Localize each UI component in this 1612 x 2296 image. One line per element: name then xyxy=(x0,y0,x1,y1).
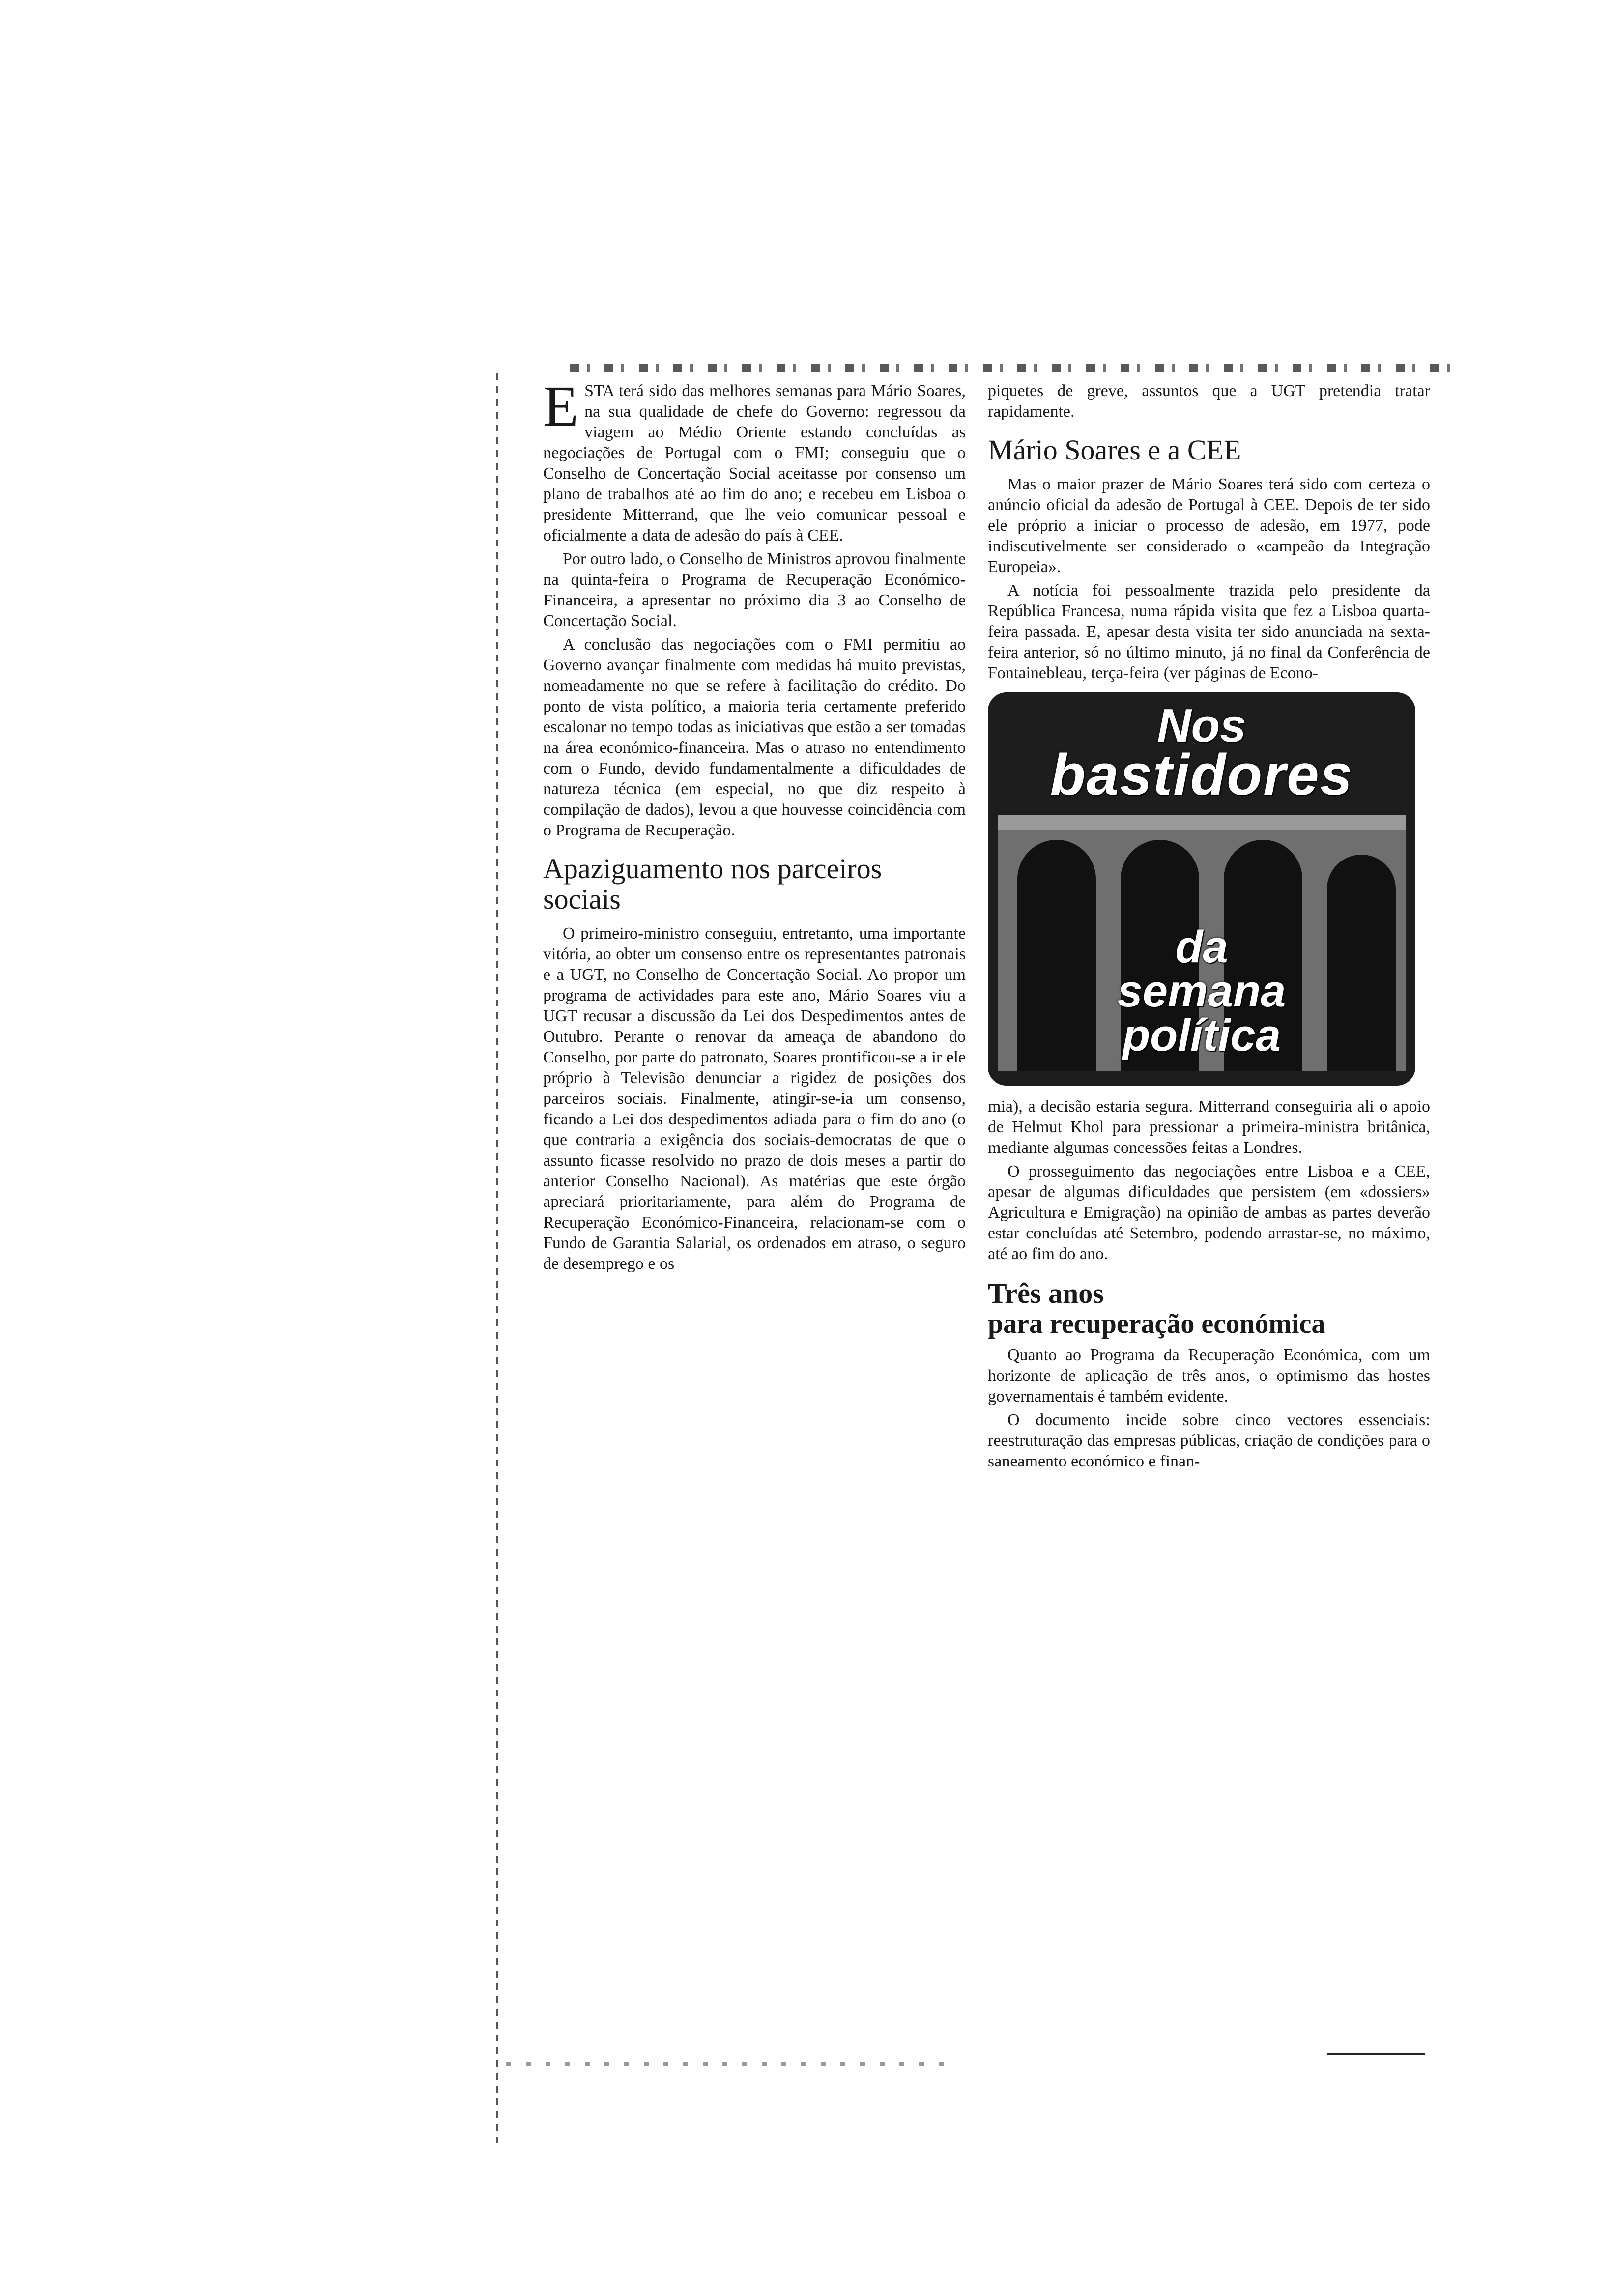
body-paragraph: A conclusão das negociações com o FMI permitiu ao Governo avançar finalmente com medidas há muito previstas, nomeadamente no que se refere à facilitação do crédito. Do ponto de vista político, a maioria teria certamente preferido escalonar no tempo todas as iniciativas que estão a ser tomadas na área económico-financeira. Mas o atraso no entendimento com o Fundo, devido fundamentalmente a dificuldades de natureza técnica (em especial, no que diz respeito à compilação de dados), levou a que houvesse coincidência com o Programa de Recuperação. xyxy=(543,635,966,839)
section-heading-soares-cee: Mário Soares e a CEE xyxy=(988,434,1241,466)
body-paragraph: Quanto ao Programa da Recuperação Económica, com um horizonte de aplicação de três anos, o optimismo das hostes governamentais é também evidente. xyxy=(988,1346,1430,1406)
body-paragraph: O prosseguimento das negociações entre Lisboa e a CEE, apesar de algumas dificuldades que persistem (em «dossiers» Agricultura e Emigração) na opinião de ambas as partes deverão estar concluídas até Setembro, podendo arrastar-se, no máximo, até ao fim do ano. xyxy=(988,1162,1430,1263)
promo-title-line2: bastidores xyxy=(1050,743,1353,807)
body-paragraph: Por outro lado, o Conselho de Ministros aprovou finalmente na quinta-feira o Programa de Recuperação Económico-Financeira, a apresentar no próximo dia 3 ao Conselho de Concertação Social. xyxy=(543,550,966,630)
promo-title-line5: política xyxy=(1122,1010,1281,1061)
section-heading-tres-anos xyxy=(988,1278,1430,1339)
body-paragraph: Mas o maior prazer de Mário Soares terá sido com certeza o anúncio oficial da adesão de Portugal à CEE. Depois de ter sido ele próprio a iniciar o processo de adesão, em 1977, pode indiscutivelmente ser considerado o «campeão da Integração Europeia». xyxy=(988,475,1430,576)
column-end-rule xyxy=(1327,2053,1425,2055)
body-paragraph: O primeiro-ministro conseguiu, entretanto, uma importante vitória, ao obter um consenso entre os representantes patronais e a UGT, no Conselho de Concertação Social. Ao propor um programa de actividades para este ano, Mário Soares viu a UGT recusar a discussão da Lei dos Despedimentos antes de Outubro. Perante o renovar da ameaça de abandono do Conselho, por parte do patronato, Soares prontificou-se a ir ele próprio à Televisão denunciar a rigidez de posições dos parceiros sociais. Finalmente, atingir-se-ia um consenso, ficando a Lei dos despedimentos adiada para o fim do ano (o que contraria a exigência dos sociais-democratas de que o assunto ficasse resolvido no prazo de dois meses a partir do anterior Conselho Nacional). As matérias que este órgão apreciará prioritariamente, para além do Programa de Recuperação Económico-Financeira, relacionam-se com o Fundo de Garantia Salarial, os ordenados em atraso, o seguro de desemprego e os xyxy=(543,924,966,1273)
body-paragraph: A notícia foi pessoalmente trazida pelo presidente da República Francesa, numa rápida visita que fez a Lisboa quarta-feira passada. E, apesar desta visita ter sido anunciada na sexta-feira anterior, só no último minuto, já no final da Conferência de Fontainebleau, terça-feira (ver páginas de Econo- xyxy=(988,581,1430,682)
promo-title-line4: semana xyxy=(1117,966,1286,1016)
section-heading-apaziguamento: Apaziguamento nos parceiros sociais xyxy=(543,853,882,915)
promo-title-line1: Nos xyxy=(1157,699,1246,752)
drop-cap: E xyxy=(543,374,579,438)
section-heading-tres-anos-line1: Três anos xyxy=(988,1277,1104,1309)
body-paragraph: O documento incide sobre cinco vectores essenciais: reestruturação das empresas públicas, criação de condições para o saneamento económico e finan- xyxy=(988,1411,1430,1470)
lead-paragraph xyxy=(543,374,966,546)
scan-noise-bottom xyxy=(506,2062,949,2066)
article-left-column xyxy=(543,374,966,1277)
scan-edge-left xyxy=(496,373,498,2143)
article-right-column xyxy=(988,381,1430,1475)
promo-graphic-bastidores xyxy=(988,692,1415,1086)
lead-paragraph-text: STA terá sido das melhores semanas para Mário Soares, na sua qualidade de chefe do Governo: regressou da viagem ao Médio Oriente estando concluídas as negociações de Portugal com o FMI; conseguiu que o Conselho de Concertação Social aceitasse por consenso um plano de trabalhos até ao fim do ano; e recebeu em Lisboa o presidente Mitterrand, que lhe veio comunicar pessoal e oficialmente a data de adesão do país à CEE. xyxy=(543,382,966,545)
promo-title-line3: da xyxy=(1175,922,1228,972)
section-heading-tres-anos-line2: para recuperação económica xyxy=(988,1309,1325,1339)
scan-noise-top xyxy=(570,364,1455,372)
continuation-text: piquetes de greve, assuntos que a UGT pretendia tratar rapidamente. xyxy=(988,382,1430,421)
body-paragraph: mia), a decisão estaria segura. Mitterrand conseguiria ali o apoio de Helmut Khol para pressionar a primeira-ministra britânica, mediante algumas concessões feitas a Londres. xyxy=(988,1097,1430,1157)
